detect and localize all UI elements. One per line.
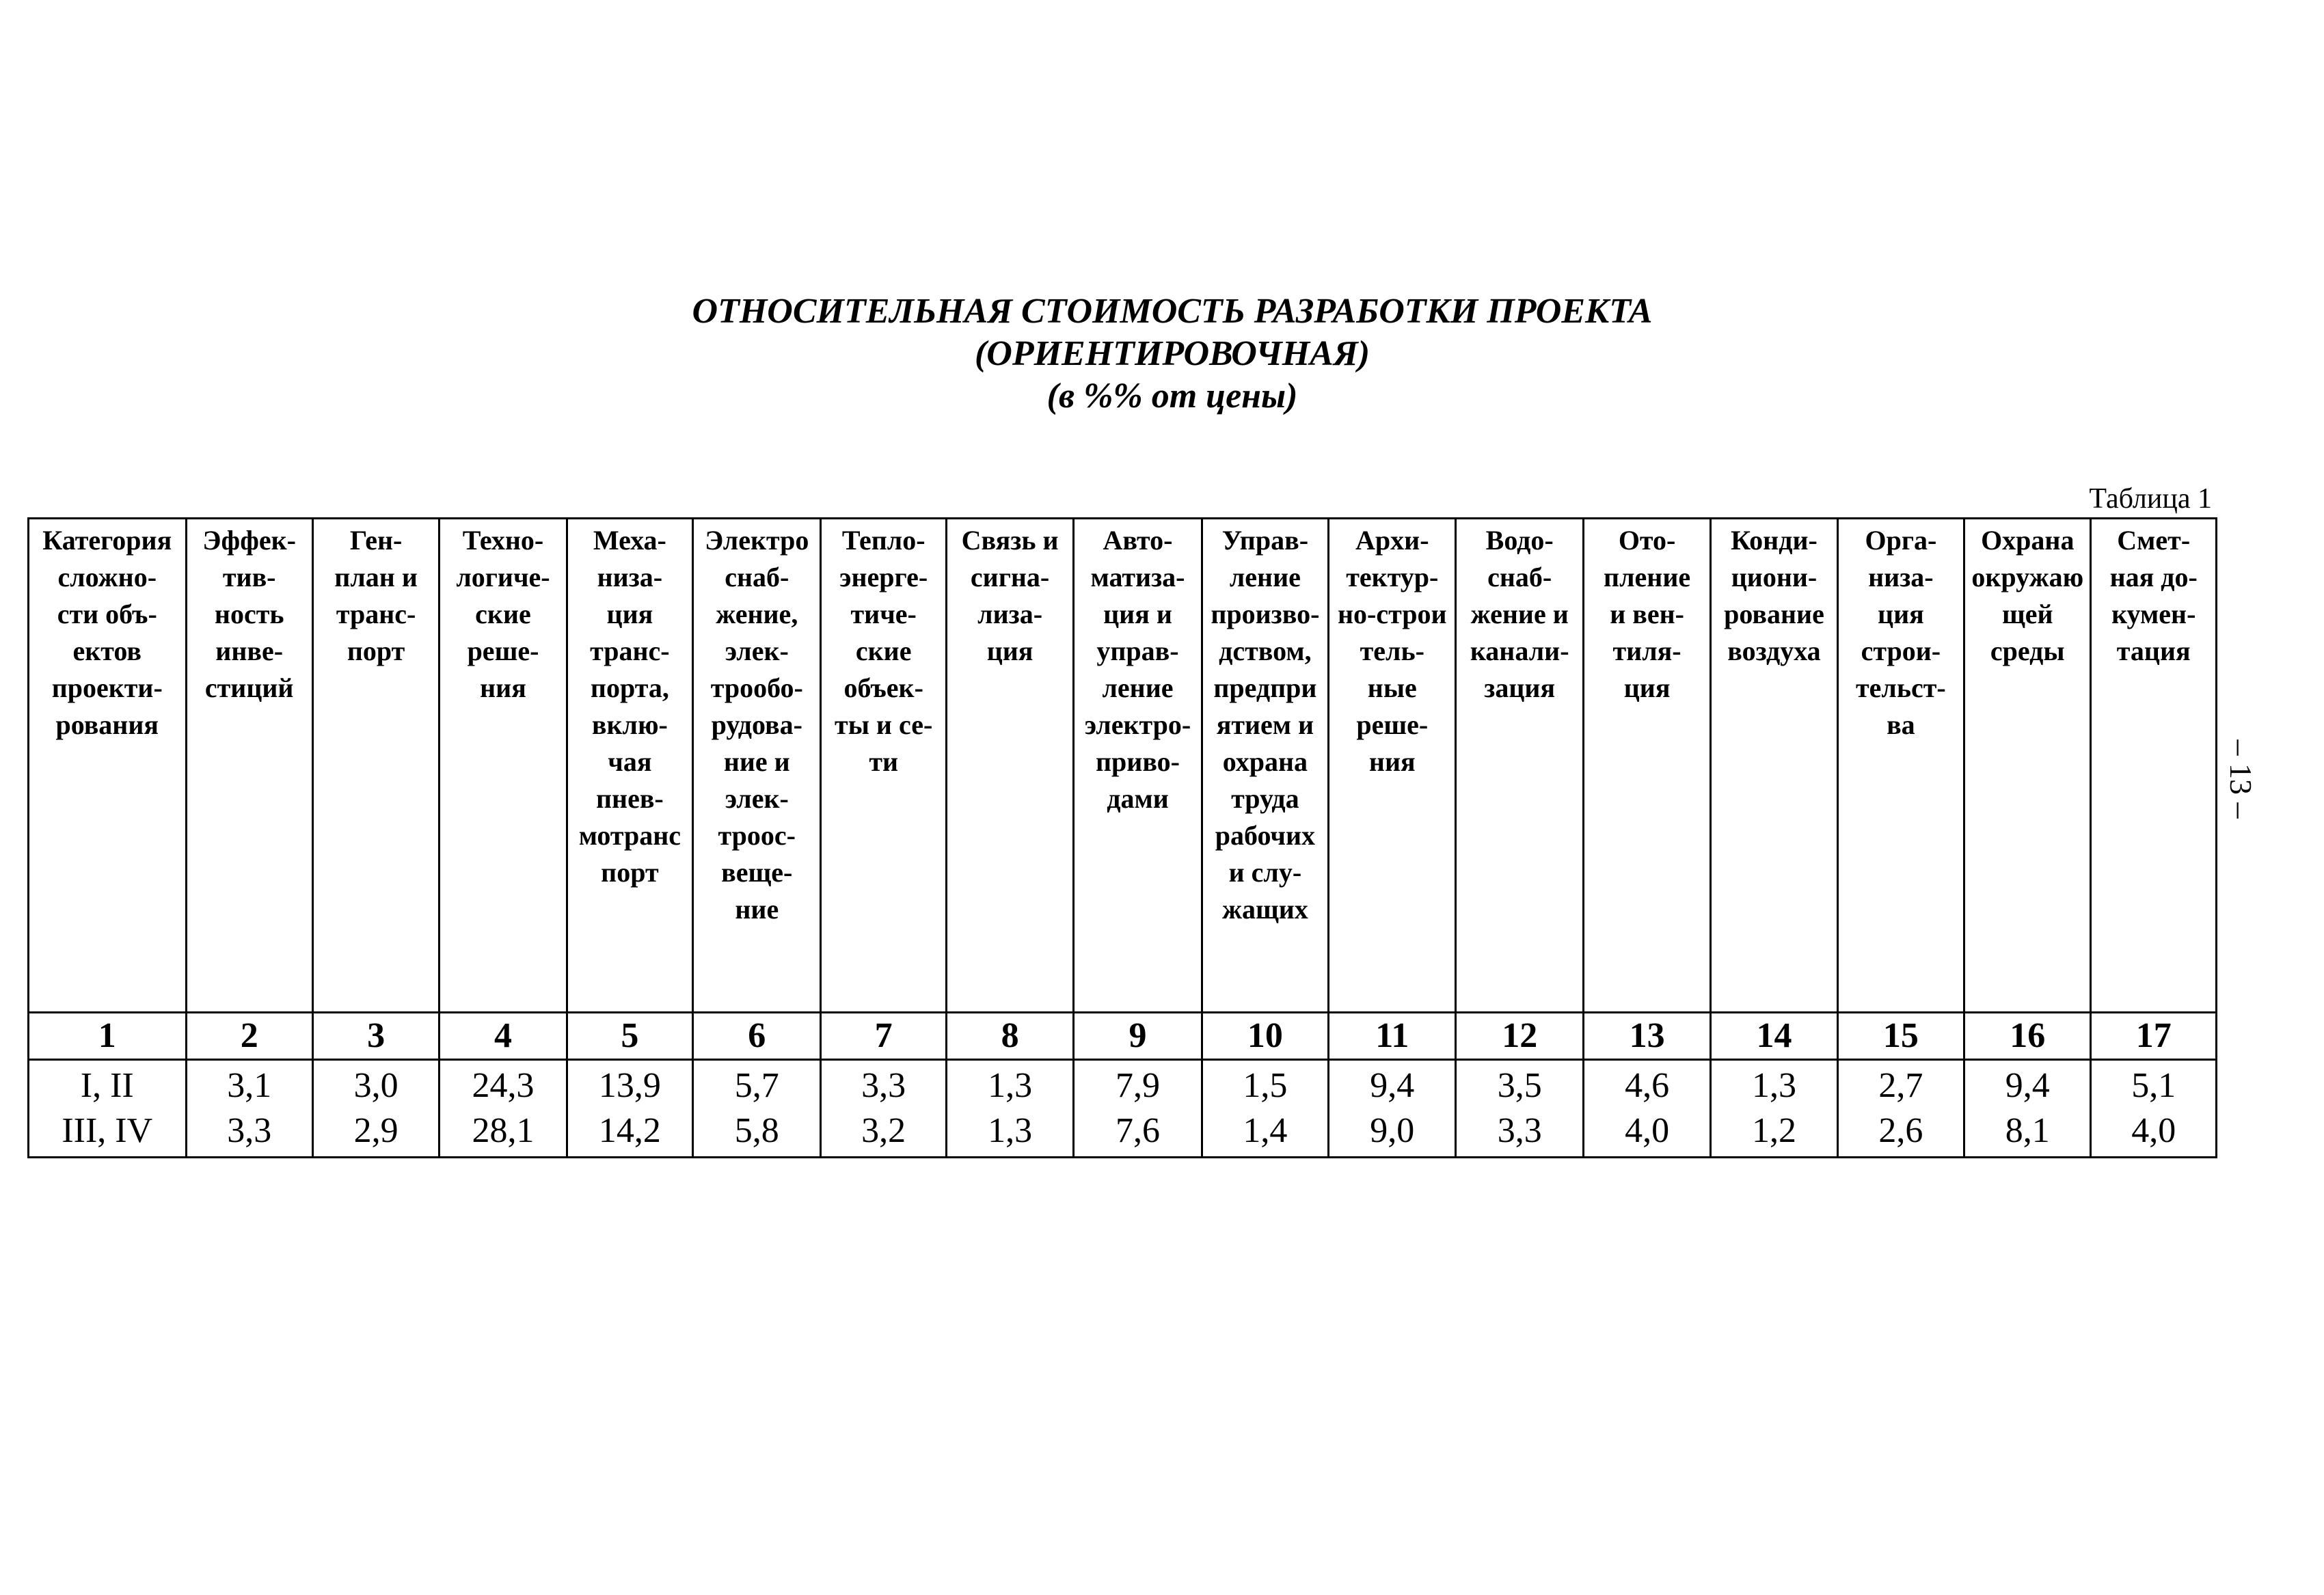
title-line-1: ОТНОСИТЕЛЬНАЯ СТОИМОСТЬ РАЗРАБОТКИ ПРОЕКТА xyxy=(692,292,1653,331)
header-cell: Авто- матиза- ция и управ- ление электро- приво- дами xyxy=(1074,519,1202,1013)
cell-value: 4,0 xyxy=(1625,1111,1670,1150)
header-cell: Охрана окружаю щей среды xyxy=(1964,519,2091,1013)
header-cell: Орга- низа- ция строи- тельст- ва xyxy=(1837,519,1964,1013)
data-cell xyxy=(1711,1060,1837,1158)
title-line-2: (ОРИЕНТИРОВОЧНАЯ) xyxy=(974,334,1370,373)
cell-value: 1,3 xyxy=(1751,1066,1796,1105)
cell-value: 28,1 xyxy=(472,1111,535,1150)
data-cell xyxy=(1837,1060,1964,1158)
header-cell: Электро снаб- жение, элек- трообо- рудова- ние и элек- троос- веще- ние xyxy=(693,519,821,1013)
column-number: 7 xyxy=(821,1013,946,1060)
cell-value: 8,1 xyxy=(2005,1111,2050,1150)
cell-value: 2,6 xyxy=(1878,1111,1923,1150)
column-number: 15 xyxy=(1837,1013,1964,1060)
header-row xyxy=(29,519,2217,1013)
data-cell xyxy=(2091,1060,2217,1158)
cell-value: 1,3 xyxy=(988,1111,1033,1150)
header-cell: Эффек- тив- ность инве- стиций xyxy=(186,519,312,1013)
header-cell: Тепло- энерге- тиче- ские объек- ты и се- ти xyxy=(821,519,946,1013)
data-cell xyxy=(693,1060,821,1158)
header-cell: Конди- циони- рование воздуха xyxy=(1711,519,1837,1013)
header-cell: Архи- тектур- но-строи тель- ные реше- ния xyxy=(1329,519,1456,1013)
column-number: 3 xyxy=(312,1013,439,1060)
header-cell: Категория сложно- сти объ- ектов проекти- рования xyxy=(29,519,187,1013)
data-cell xyxy=(1202,1060,1328,1158)
data-cell xyxy=(946,1060,1073,1158)
data-cell xyxy=(186,1060,312,1158)
data-cell xyxy=(1329,1060,1456,1158)
column-number: 5 xyxy=(567,1013,692,1060)
data-cell xyxy=(1456,1060,1583,1158)
cell-value: 24,3 xyxy=(472,1066,535,1105)
table-label: Таблица 1 xyxy=(2089,483,2212,515)
cell-value: 9,0 xyxy=(1370,1111,1415,1150)
cell-value: 9,4 xyxy=(2005,1066,2050,1105)
cell-value: 1,4 xyxy=(1243,1111,1288,1150)
cell-value: 4,6 xyxy=(1625,1066,1670,1105)
column-number: 1 xyxy=(29,1013,187,1060)
cell-value: I, II xyxy=(80,1066,134,1105)
header-cell: Ото- пление и вен- тиля- ция xyxy=(1583,519,1710,1013)
column-number: 2 xyxy=(186,1013,312,1060)
header-cell: Ген- план и транс- порт xyxy=(312,519,439,1013)
column-number: 6 xyxy=(693,1013,821,1060)
column-number: 11 xyxy=(1329,1013,1456,1060)
header-cell: Управ- ление произво- дством, предпри ятием и охрана труда рабочих и слу- жащих xyxy=(1202,519,1328,1013)
column-number: 14 xyxy=(1711,1013,1837,1060)
title-line-3: (в %% от цены) xyxy=(1046,377,1298,415)
cell-value: 1,3 xyxy=(988,1066,1033,1105)
cell-value: 3,3 xyxy=(1497,1111,1542,1150)
cell-value: 5,8 xyxy=(734,1111,779,1150)
data-cell xyxy=(1964,1060,2091,1158)
cell-value: III, IV xyxy=(62,1111,153,1150)
column-number: 10 xyxy=(1202,1013,1328,1060)
cell-value: 2,9 xyxy=(353,1111,398,1150)
column-number: 8 xyxy=(946,1013,1073,1060)
cell-value: 3,5 xyxy=(1497,1066,1542,1105)
cost-table xyxy=(27,517,2217,1158)
header-cell: Меха- низа- ция транс- порта, вклю- чая пнев- мотранс порт xyxy=(567,519,692,1013)
header-cell: Смет- ная до- кумен- тация xyxy=(2091,519,2217,1013)
cell-value: 3,2 xyxy=(861,1111,906,1150)
cell-value: 2,7 xyxy=(1878,1066,1923,1105)
cell-value: 3,1 xyxy=(227,1066,272,1105)
column-number: 9 xyxy=(1074,1013,1202,1060)
column-number: 13 xyxy=(1583,1013,1710,1060)
data-cell xyxy=(440,1060,567,1158)
cell-value: 7,6 xyxy=(1115,1111,1160,1150)
cell-value: 1,5 xyxy=(1243,1066,1288,1105)
data-cell xyxy=(821,1060,946,1158)
document-title xyxy=(0,290,2324,418)
cell-value: 5,7 xyxy=(734,1066,779,1105)
column-number-row xyxy=(29,1013,2217,1060)
cell-value: 3,3 xyxy=(861,1066,906,1105)
data-cell xyxy=(1583,1060,1710,1158)
cell-value: 9,4 xyxy=(1370,1066,1415,1105)
cell-value: 3,0 xyxy=(353,1066,398,1105)
column-number: 16 xyxy=(1964,1013,2091,1060)
column-number: 12 xyxy=(1456,1013,1583,1060)
cell-value: 4,0 xyxy=(2131,1111,2176,1150)
data-cell xyxy=(1074,1060,1202,1158)
page-number: – 13 – xyxy=(2224,739,2258,819)
cell-value: 7,9 xyxy=(1115,1066,1160,1105)
column-number: 17 xyxy=(2091,1013,2217,1060)
data-cell xyxy=(312,1060,439,1158)
cell-value: 13,9 xyxy=(598,1066,661,1105)
cell-value: 3,3 xyxy=(227,1111,272,1150)
data-cell xyxy=(567,1060,692,1158)
data-cell xyxy=(29,1060,187,1158)
cell-value: 5,1 xyxy=(2131,1066,2176,1105)
cell-value: 14,2 xyxy=(598,1111,661,1150)
column-number: 4 xyxy=(440,1013,567,1060)
cell-value: 1,2 xyxy=(1751,1111,1796,1150)
data-rows xyxy=(29,1060,2217,1158)
header-cell: Связь и сигна- лиза- ция xyxy=(946,519,1073,1013)
header-cell: Водо- снаб- жение и канали- зация xyxy=(1456,519,1583,1013)
header-cell: Техно- логиче- ские реше- ния xyxy=(440,519,567,1013)
